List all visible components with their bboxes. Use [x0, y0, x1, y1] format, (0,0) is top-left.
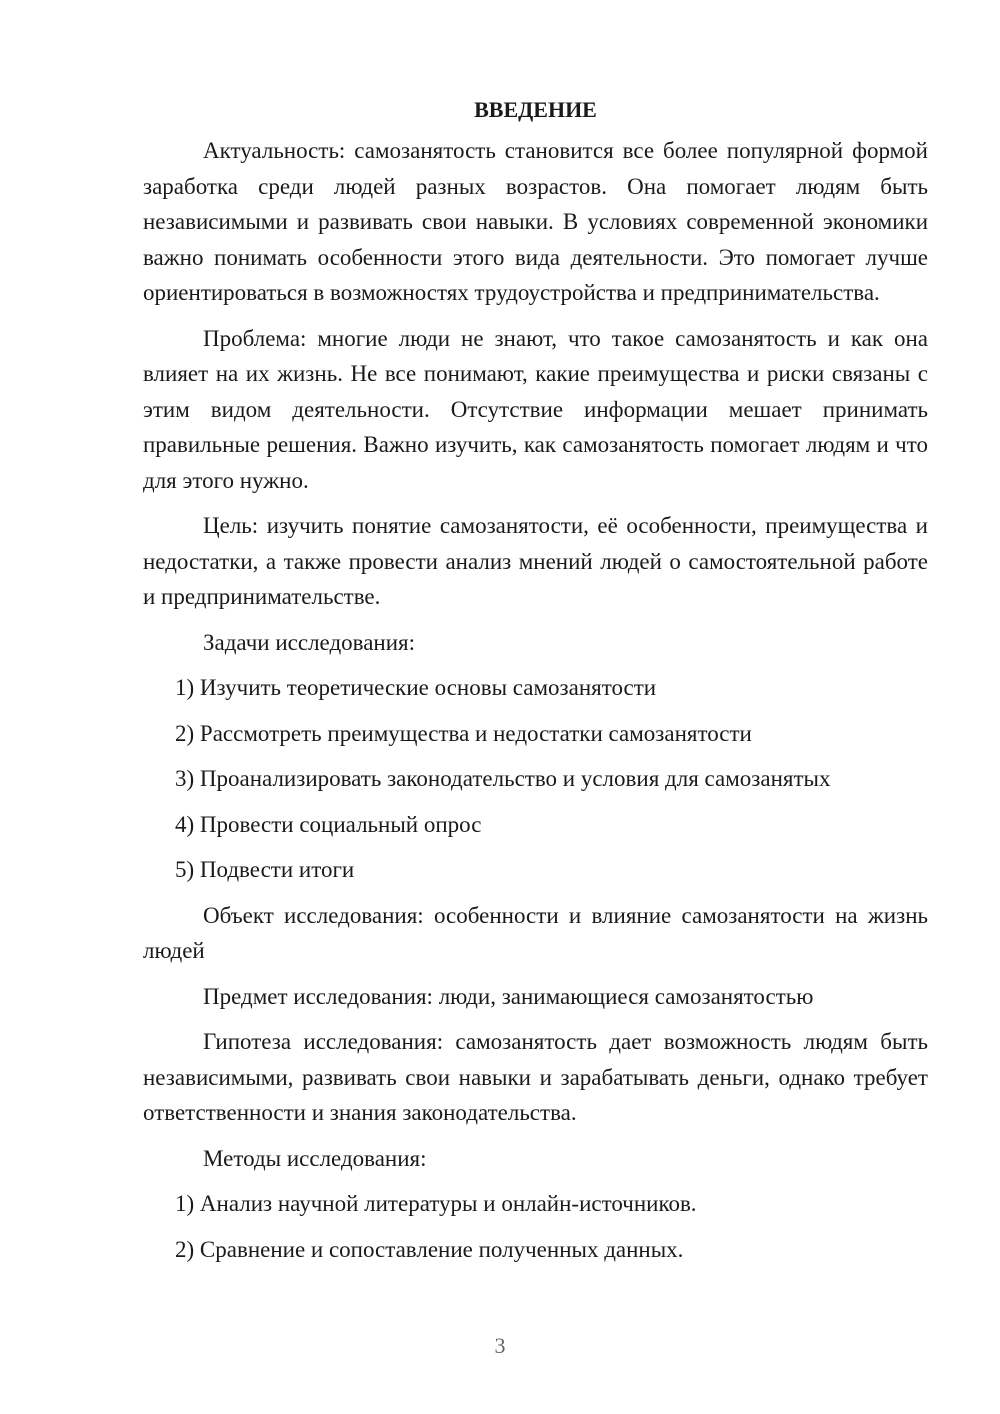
problem-paragraph: Проблема: многие люди не знают, что такое самозанятость и как она влияет на их жизнь. Не все понимают, какие преимущества и риски связаны с этим видом деятельности. Отсутствие информации мешает принимать правильные решения. Важно изучить, как самозанятость помогает людям и что для этого нужно. [143, 325, 928, 493]
goal-paragraph: Цель: изучить понятие самозанятости, её особенности, преимущества и недостатки, а также провести анализ мнений людей о самостоятельной работе и предпринимательстве. [143, 513, 928, 609]
relevance-paragraph: Актуальность: самозанятость становится все более популярной формой заработка среди людей разных возрастов. Она помогает людям быть независимыми и развивать свои навыки. В условиях современной экономики важно понимать особенности этого вида деятельности. Это помогает лучше ориентироваться в возможностях трудоустройства и предпринимательства. [143, 138, 928, 305]
section-title: ВВЕДЕНИЕ [474, 97, 597, 122]
object-paragraph: Объект исследования: особенности и влияние самозанятости на жизнь людей [143, 902, 928, 963]
list-item: 5) Подвести итоги [175, 857, 355, 882]
methods-list [143, 1186, 928, 1267]
page-number: 3 [494, 1333, 506, 1358]
list-item: 3) Проанализировать законодательство и условия для самозанятых [175, 766, 831, 791]
subject-paragraph: Предмет исследования: люди, занимающиеся самозанятостью [203, 983, 814, 1009]
tasks-list [143, 670, 928, 888]
hypothesis-paragraph: Гипотеза исследования: самозанятость дает возможность людям быть независимыми, развивать свои навыки и зарабатывать деньги, однако требует ответственности и знания законодательства. [143, 1029, 928, 1125]
list-item: 4) Провести социальный опрос [175, 811, 482, 837]
document-page [143, 92, 928, 1277]
methods-heading: Методы исследования: [203, 1145, 427, 1171]
list-item: 1) Анализ научной литературы и онлайн-источников. [175, 1191, 697, 1216]
list-item: 2) Сравнение и сопоставление полученных данных. [175, 1236, 684, 1262]
list-item: 1) Изучить теоретические основы самозанятости [175, 675, 657, 700]
tasks-heading: Задачи исследования: [203, 629, 416, 655]
list-item: 2) Рассмотреть преимущества и недостатки самозанятости [175, 720, 752, 746]
